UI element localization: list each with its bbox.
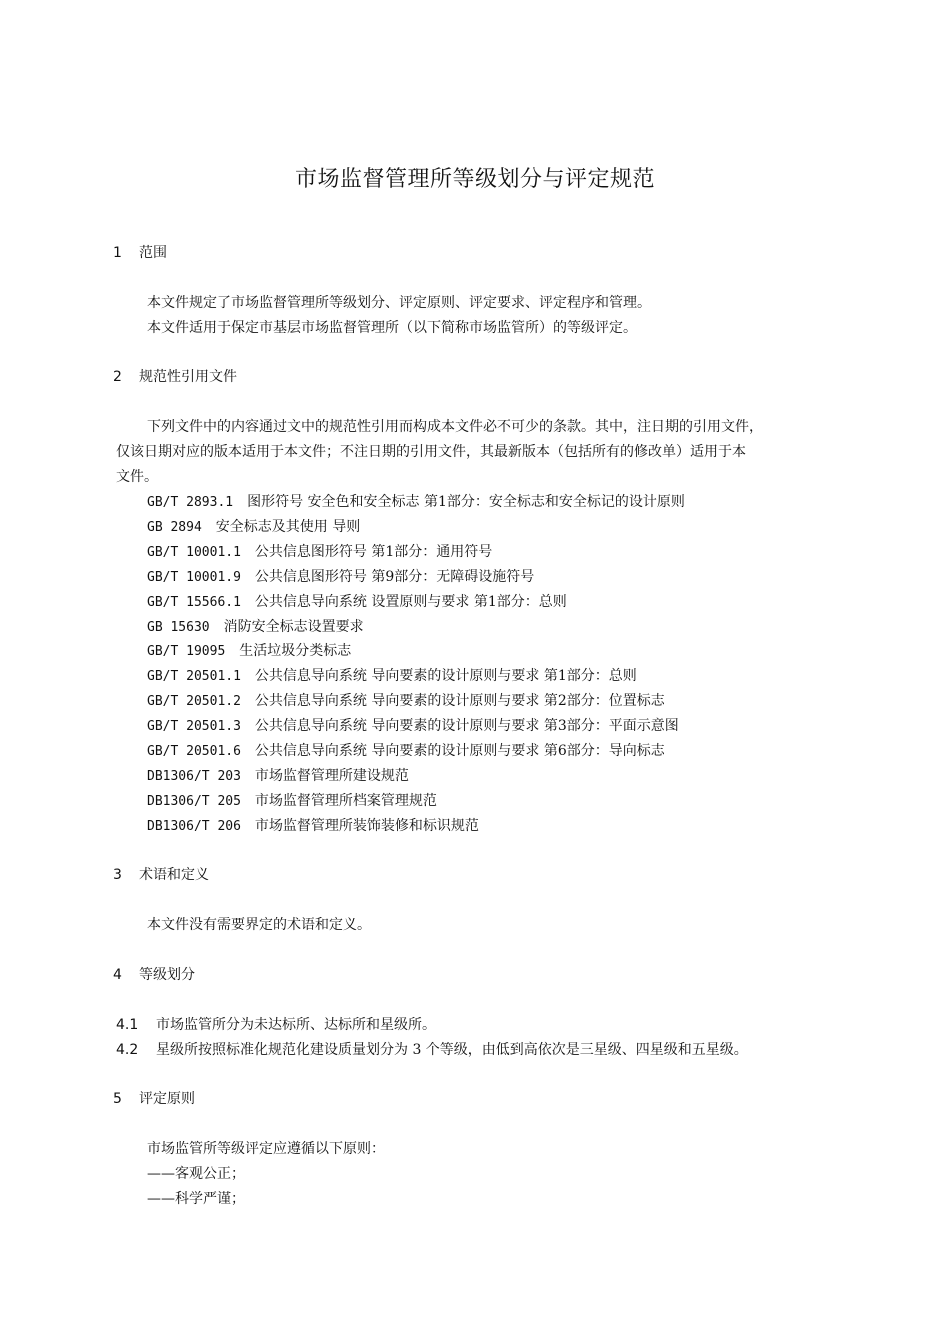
reference-item: [147, 816, 479, 837]
section-title: 范围: [139, 245, 167, 261]
reference-item: [147, 592, 567, 613]
reference-code: GB/T 20501.1: [147, 669, 241, 684]
reference-code: GB 2894: [147, 520, 202, 535]
paragraph: 本文件适用于保定市基层市场监督管理所（以下简称市场监管所）的等级评定。: [147, 320, 637, 336]
reference-code: GB/T 20501.2: [147, 694, 241, 709]
reference-item: [147, 492, 685, 513]
reference-title: 市场监督管理所建设规范: [254, 768, 409, 784]
reference-title: 公共信息导向系统 导向要素的设计原则与要求 第2部分：位置标志: [254, 693, 665, 709]
spacer: [241, 693, 255, 709]
spacer: [241, 594, 255, 610]
reference-item: [147, 567, 534, 588]
section-number: 3: [113, 867, 122, 883]
section-heading-scope: [113, 243, 167, 263]
reference-code: GB 15630: [147, 620, 210, 635]
reference-title: 公共信息图形符号 第9部分：无障碍设施符号: [254, 569, 535, 585]
spacer: [241, 743, 255, 759]
reference-item: [147, 766, 409, 787]
reference-title: 公共信息导向系统 导向要素的设计原则与要求 第3部分：平面示意图: [254, 718, 679, 734]
reference-title: 市场监督管理所装饰装修和标识规范: [254, 818, 479, 834]
reference-code: GB/T 2893.1: [147, 495, 234, 510]
section-number: 4: [113, 967, 122, 983]
section-title: 规范性引用文件: [139, 369, 237, 385]
paragraph-line: 下列文件中的内容通过文中的规范性引用而构成本文件必不可少的条款。其中，注日期的引用文件，: [147, 419, 763, 435]
spacer: [241, 569, 255, 585]
clause-text: 星级所按照标准化规范化建设质量划分为 3 个等级，由低到高依次是三星级、四星级和五星级。: [156, 1042, 748, 1058]
paragraph: 本文件没有需要界定的术语和定义。: [147, 917, 371, 933]
list-item: ——客观公正；: [147, 1166, 245, 1182]
reference-item: [147, 741, 665, 762]
reference-code: GB/T 10001.1: [147, 545, 241, 560]
reference-title: 公共信息图形符号 第1部分：通用符号: [254, 544, 493, 560]
section-number: 1: [113, 245, 122, 261]
section-heading-grading: [113, 965, 195, 985]
reference-code: GB/T 15566.1: [147, 595, 241, 610]
clause-number: 4.1: [116, 1017, 139, 1033]
paragraph: 本文件规定了市场监督管理所等级划分、评定原则、评定要求、评定程序和管理。: [147, 295, 651, 311]
section-title: 等级划分: [139, 967, 195, 983]
reference-title: 市场监督管理所档案管理规范: [254, 793, 437, 809]
section-title: 评定原则: [139, 1091, 195, 1107]
spacer: [202, 519, 216, 535]
spacer: [241, 793, 255, 809]
spacer: [241, 818, 255, 834]
reference-code: DB1306/T 203: [147, 769, 241, 784]
reference-code: DB1306/T 206: [147, 819, 241, 834]
paragraph-line: 文件。: [116, 469, 158, 485]
reference-item: [147, 691, 665, 712]
paragraph-line: 仅该日期对应的版本适用于本文件；不注日期的引用文件，其最新版本（包括所有的修改单）适用于本: [116, 444, 746, 460]
spacer: [210, 619, 224, 635]
section-title: 术语和定义: [139, 867, 209, 883]
clause-number: 4.2: [116, 1042, 139, 1058]
document-title: 市场监督管理所等级划分与评定规范: [294, 167, 655, 192]
reference-item: [147, 716, 679, 737]
spacer: [241, 768, 255, 784]
reference-item: [147, 791, 437, 812]
section-heading-normative-references: [113, 367, 237, 387]
spacer: [241, 718, 255, 734]
reference-item: [147, 666, 637, 687]
reference-code: GB/T 20501.6: [147, 744, 241, 759]
reference-title: 公共信息导向系统 导向要素的设计原则与要求 第6部分：导向标志: [254, 743, 665, 759]
reference-title: 图形符号 安全色和安全标志 第1部分：安全标志和安全标记的设计原则: [247, 494, 685, 510]
reference-code: GB/T 19095: [147, 644, 226, 659]
section-number: 2: [113, 369, 122, 385]
list-item: ——科学严谨；: [147, 1191, 245, 1207]
reference-code: DB1306/T 205: [147, 794, 241, 809]
reference-code: GB/T 10001.9: [147, 570, 241, 585]
spacer: [241, 544, 255, 560]
reference-code: GB/T 20501.3: [147, 719, 241, 734]
reference-title: 消防安全标志设置要求: [223, 619, 364, 635]
reference-title: 公共信息导向系统 设置原则与要求 第1部分：总则: [254, 594, 567, 610]
reference-item: [147, 617, 364, 638]
clause-4-2: [116, 1040, 748, 1060]
clause-text: 市场监管所分为未达标所、达标所和星级所。: [156, 1017, 436, 1033]
reference-item: [147, 641, 351, 662]
section-number: 5: [113, 1091, 122, 1107]
reference-item: [147, 517, 360, 538]
section-heading-terms: [113, 865, 209, 885]
reference-item: [147, 542, 492, 563]
spacer: [241, 668, 255, 684]
section-heading-principles: [113, 1089, 195, 1109]
clause-4-1: [116, 1015, 436, 1035]
reference-title: 公共信息导向系统 导向要素的设计原则与要求 第1部分：总则: [254, 668, 637, 684]
paragraph: 市场监管所等级评定应遵循以下原则：: [147, 1141, 385, 1157]
reference-title: 安全标志及其使用 导则: [215, 519, 361, 535]
reference-title: 生活垃圾分类标志: [239, 643, 352, 659]
spacer: [233, 494, 247, 510]
spacer: [225, 643, 239, 659]
